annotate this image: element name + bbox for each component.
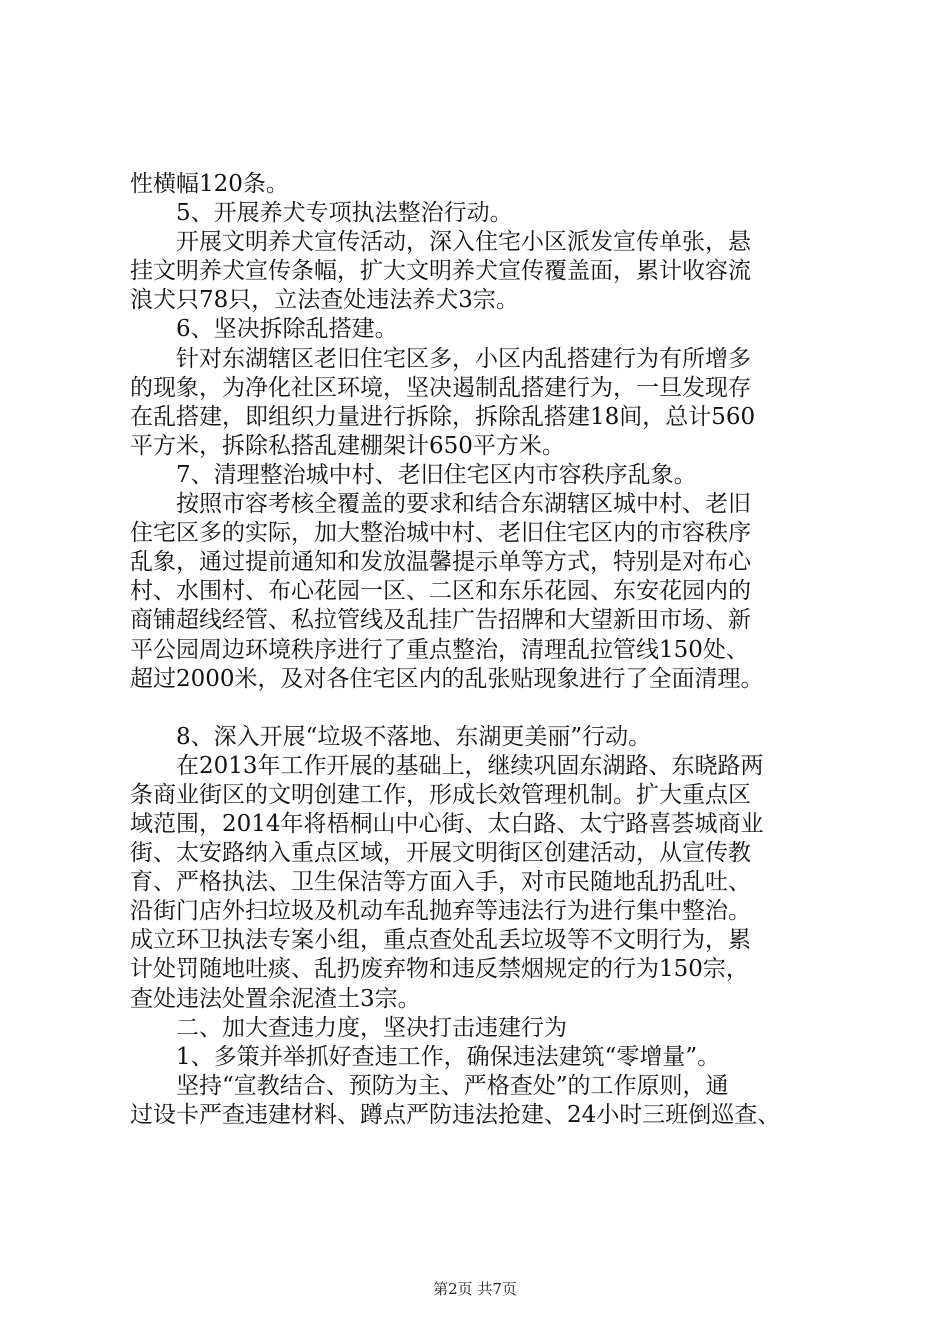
text-line: 育、严格执法、卫生保洁等方面入手，对市民随地乱扔乱吐、 xyxy=(130,869,751,896)
text-line: 超过2000米，及对各住宅区内的乱张贴现象进行了全面清理。 xyxy=(130,665,764,692)
section-heading: 7、清理整治城中村、老旧住宅区内市容秩序乱象。 xyxy=(176,461,697,488)
text-line: 域范围，2014年将梧桐山中心街、太白路、太宁路喜荟城商业 xyxy=(130,810,764,837)
text-line: 住宅区多的实际，加大整治城中村、老旧住宅区内的市容秩序 xyxy=(130,520,751,547)
section-heading: 8、深入开展“垃圾不落地、东湖更美丽”行动。 xyxy=(176,723,652,750)
text-line: 过设卡严查违建材料、蹲点严防违法抢建、24小时三班倒巡查、 xyxy=(130,1101,781,1128)
page-number: 第2页 共7页 xyxy=(433,1280,517,1298)
text-line: 沿街门店外扫垃圾及机动车乱抛弃等违法行为进行集中整治。 xyxy=(130,898,751,925)
section-heading: 二、加大查违力度，坚决打击违建行为 xyxy=(176,1014,567,1041)
section-heading: 6、坚决拆除乱搭建。 xyxy=(176,316,398,343)
text-line: 平公园周边环境秩序进行了重点整治，清理乱拉管线150处、 xyxy=(130,636,749,663)
text-line: 挂文明养犬宣传条幅，扩大文明养犬宣传覆盖面，累计收容流 xyxy=(130,258,751,285)
text-line: 商铺超线经管、私拉管线及乱挂广告招牌和大望新田市场、新 xyxy=(130,607,751,634)
text-line: 开展文明养犬宣传活动，深入住宅小区派发宣传单张，悬 xyxy=(176,229,751,256)
text-line: 村、水围村、布心花园一区、二区和东乐花园、东安花园内的 xyxy=(130,578,751,605)
text-line: 计处罚随地吐痰、乱扔废弃物和违反禁烟规定的行为150宗， xyxy=(130,956,749,983)
page-footer xyxy=(0,1278,950,1299)
text-line: 在乱搭建，即组织力量进行拆除，拆除乱搭建18间，总计560 xyxy=(130,403,756,430)
text-line: 平方米，拆除私搭乱建棚架计650平方米。 xyxy=(130,432,565,459)
section-heading: 5、开展养犬专项执法整治行动。 xyxy=(176,200,513,227)
text-line: 的现象，为净化社区环境，坚决遏制乱搭建行为，一旦发现存 xyxy=(130,374,751,401)
text-line: 浪犬只78只，立法查处违法养犬3宗。 xyxy=(130,287,519,314)
blank-line xyxy=(130,694,838,723)
text-line: 针对东湖辖区老旧住宅区多，小区内乱搭建行为有所增多 xyxy=(176,345,751,372)
document-body xyxy=(130,170,838,1130)
text-line: 乱象，通过提前通知和发放温馨提示单等方式，特别是对布心 xyxy=(130,549,751,576)
text-line: 坚持“宣教结合、预防为主、严格查处”的工作原则，通 xyxy=(176,1072,729,1099)
text-line: 条商业街区的文明创建工作，形成长效管理机制。扩大重点区 xyxy=(130,781,751,808)
text-line: 成立环卫执法专案小组，重点查处乱丢垃圾等不文明行为，累 xyxy=(130,927,751,954)
text-line: 街、太安路纳入重点区域，开展文明街区创建活动，从宣传教 xyxy=(130,840,751,867)
section-heading: 1、多策并举抓好查违工作，确保违法建筑“零增量”。 xyxy=(176,1043,721,1070)
text-line: 查处违法处置余泥渣土3宗。 xyxy=(130,985,421,1012)
text-line: 在2013年工作开展的基础上，继续巩固东湖路、东晓路两 xyxy=(176,752,764,779)
text-line: 性横幅120条。 xyxy=(130,171,289,197)
text-line: 按照市容考核全覆盖的要求和结合东湖辖区城中村、老旧 xyxy=(176,491,751,518)
